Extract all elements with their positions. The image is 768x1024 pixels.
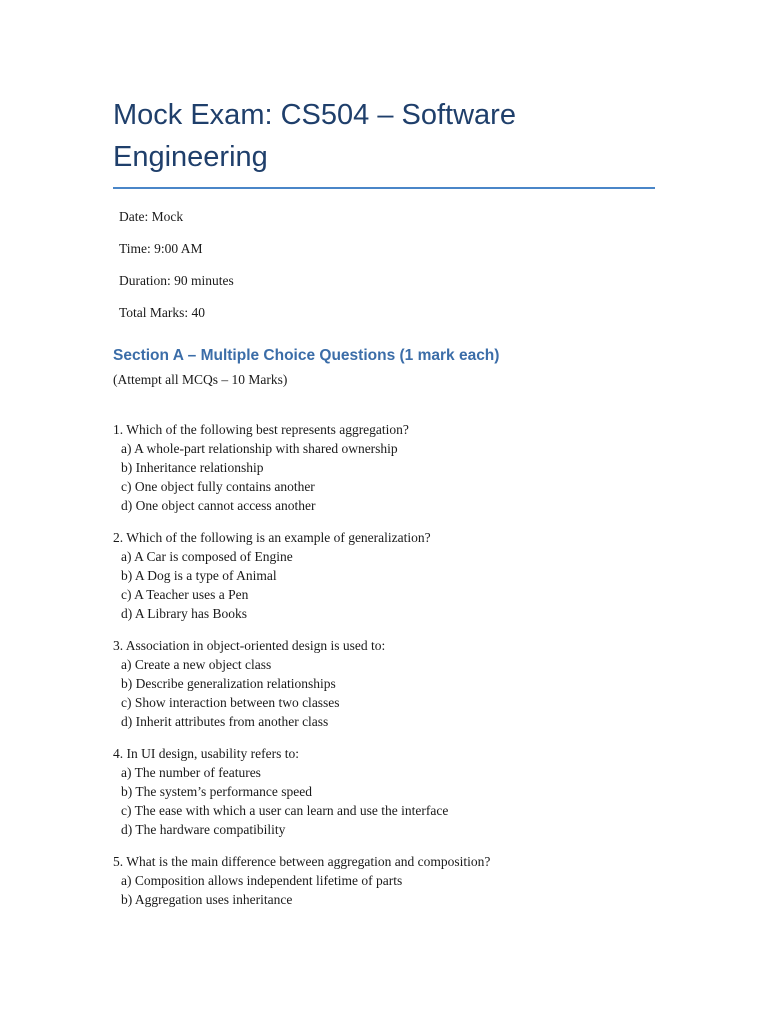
answer-option: d) One object cannot access another	[121, 498, 316, 513]
answer-option: b) A Dog is a type of Animal	[121, 568, 277, 583]
answer-option: a) Create a new object class	[121, 657, 272, 672]
question-text: 3. Association in object-oriented design is used to:	[113, 638, 386, 653]
question-item	[113, 852, 655, 909]
question-item	[113, 636, 655, 731]
answer-option: b) Describe generalization relationships	[121, 676, 336, 691]
answer-option: a) A Car is composed of Engine	[121, 549, 293, 564]
meta-duration: Duration: 90 minutes	[119, 273, 234, 288]
section-heading: Section A – Multiple Choice Questions (1 mark each)	[113, 347, 500, 364]
meta-time: Time: 9:00 AM	[119, 241, 203, 256]
question-text: 4. In UI design, usability refers to:	[113, 746, 299, 761]
answer-option: b) Aggregation uses inheritance	[121, 892, 293, 907]
meta-date: Date: Mock	[119, 209, 184, 224]
answer-option: d) The hardware compatibility	[121, 822, 286, 837]
section-note: (Attempt all MCQs – 10 Marks)	[113, 372, 288, 387]
answer-option: d) Inherit attributes from another class	[121, 714, 329, 729]
question-text: 1. Which of the following best represents aggregation?	[113, 422, 409, 437]
exam-meta	[113, 207, 655, 335]
meta-total-marks: Total Marks: 40	[119, 305, 206, 320]
question-item	[113, 528, 655, 623]
question-item	[113, 420, 655, 515]
title-divider	[113, 187, 655, 189]
answer-option: b) Inheritance relationship	[121, 460, 264, 475]
answer-option: d) A Library has Books	[121, 606, 247, 621]
answer-option: b) The system’s performance speed	[121, 784, 312, 799]
answer-option: a) A whole-part relationship with shared ownership	[121, 441, 398, 456]
answer-option: a) Composition allows independent lifetime of parts	[121, 873, 403, 888]
question-text: 5. What is the main difference between aggregation and composition?	[113, 854, 491, 869]
question-item	[113, 744, 655, 839]
document-title: Mock Exam: CS504 – Software Engineering	[113, 99, 516, 173]
answer-option: c) The ease with which a user can learn and use the interface	[121, 803, 449, 818]
document-page	[113, 94, 655, 922]
question-list	[113, 420, 655, 909]
answer-option: c) A Teacher uses a Pen	[121, 587, 249, 602]
answer-option: a) The number of features	[121, 765, 261, 780]
question-text: 2. Which of the following is an example of generalization?	[113, 530, 431, 545]
answer-option: c) Show interaction between two classes	[121, 695, 340, 710]
answer-option: c) One object fully contains another	[121, 479, 315, 494]
